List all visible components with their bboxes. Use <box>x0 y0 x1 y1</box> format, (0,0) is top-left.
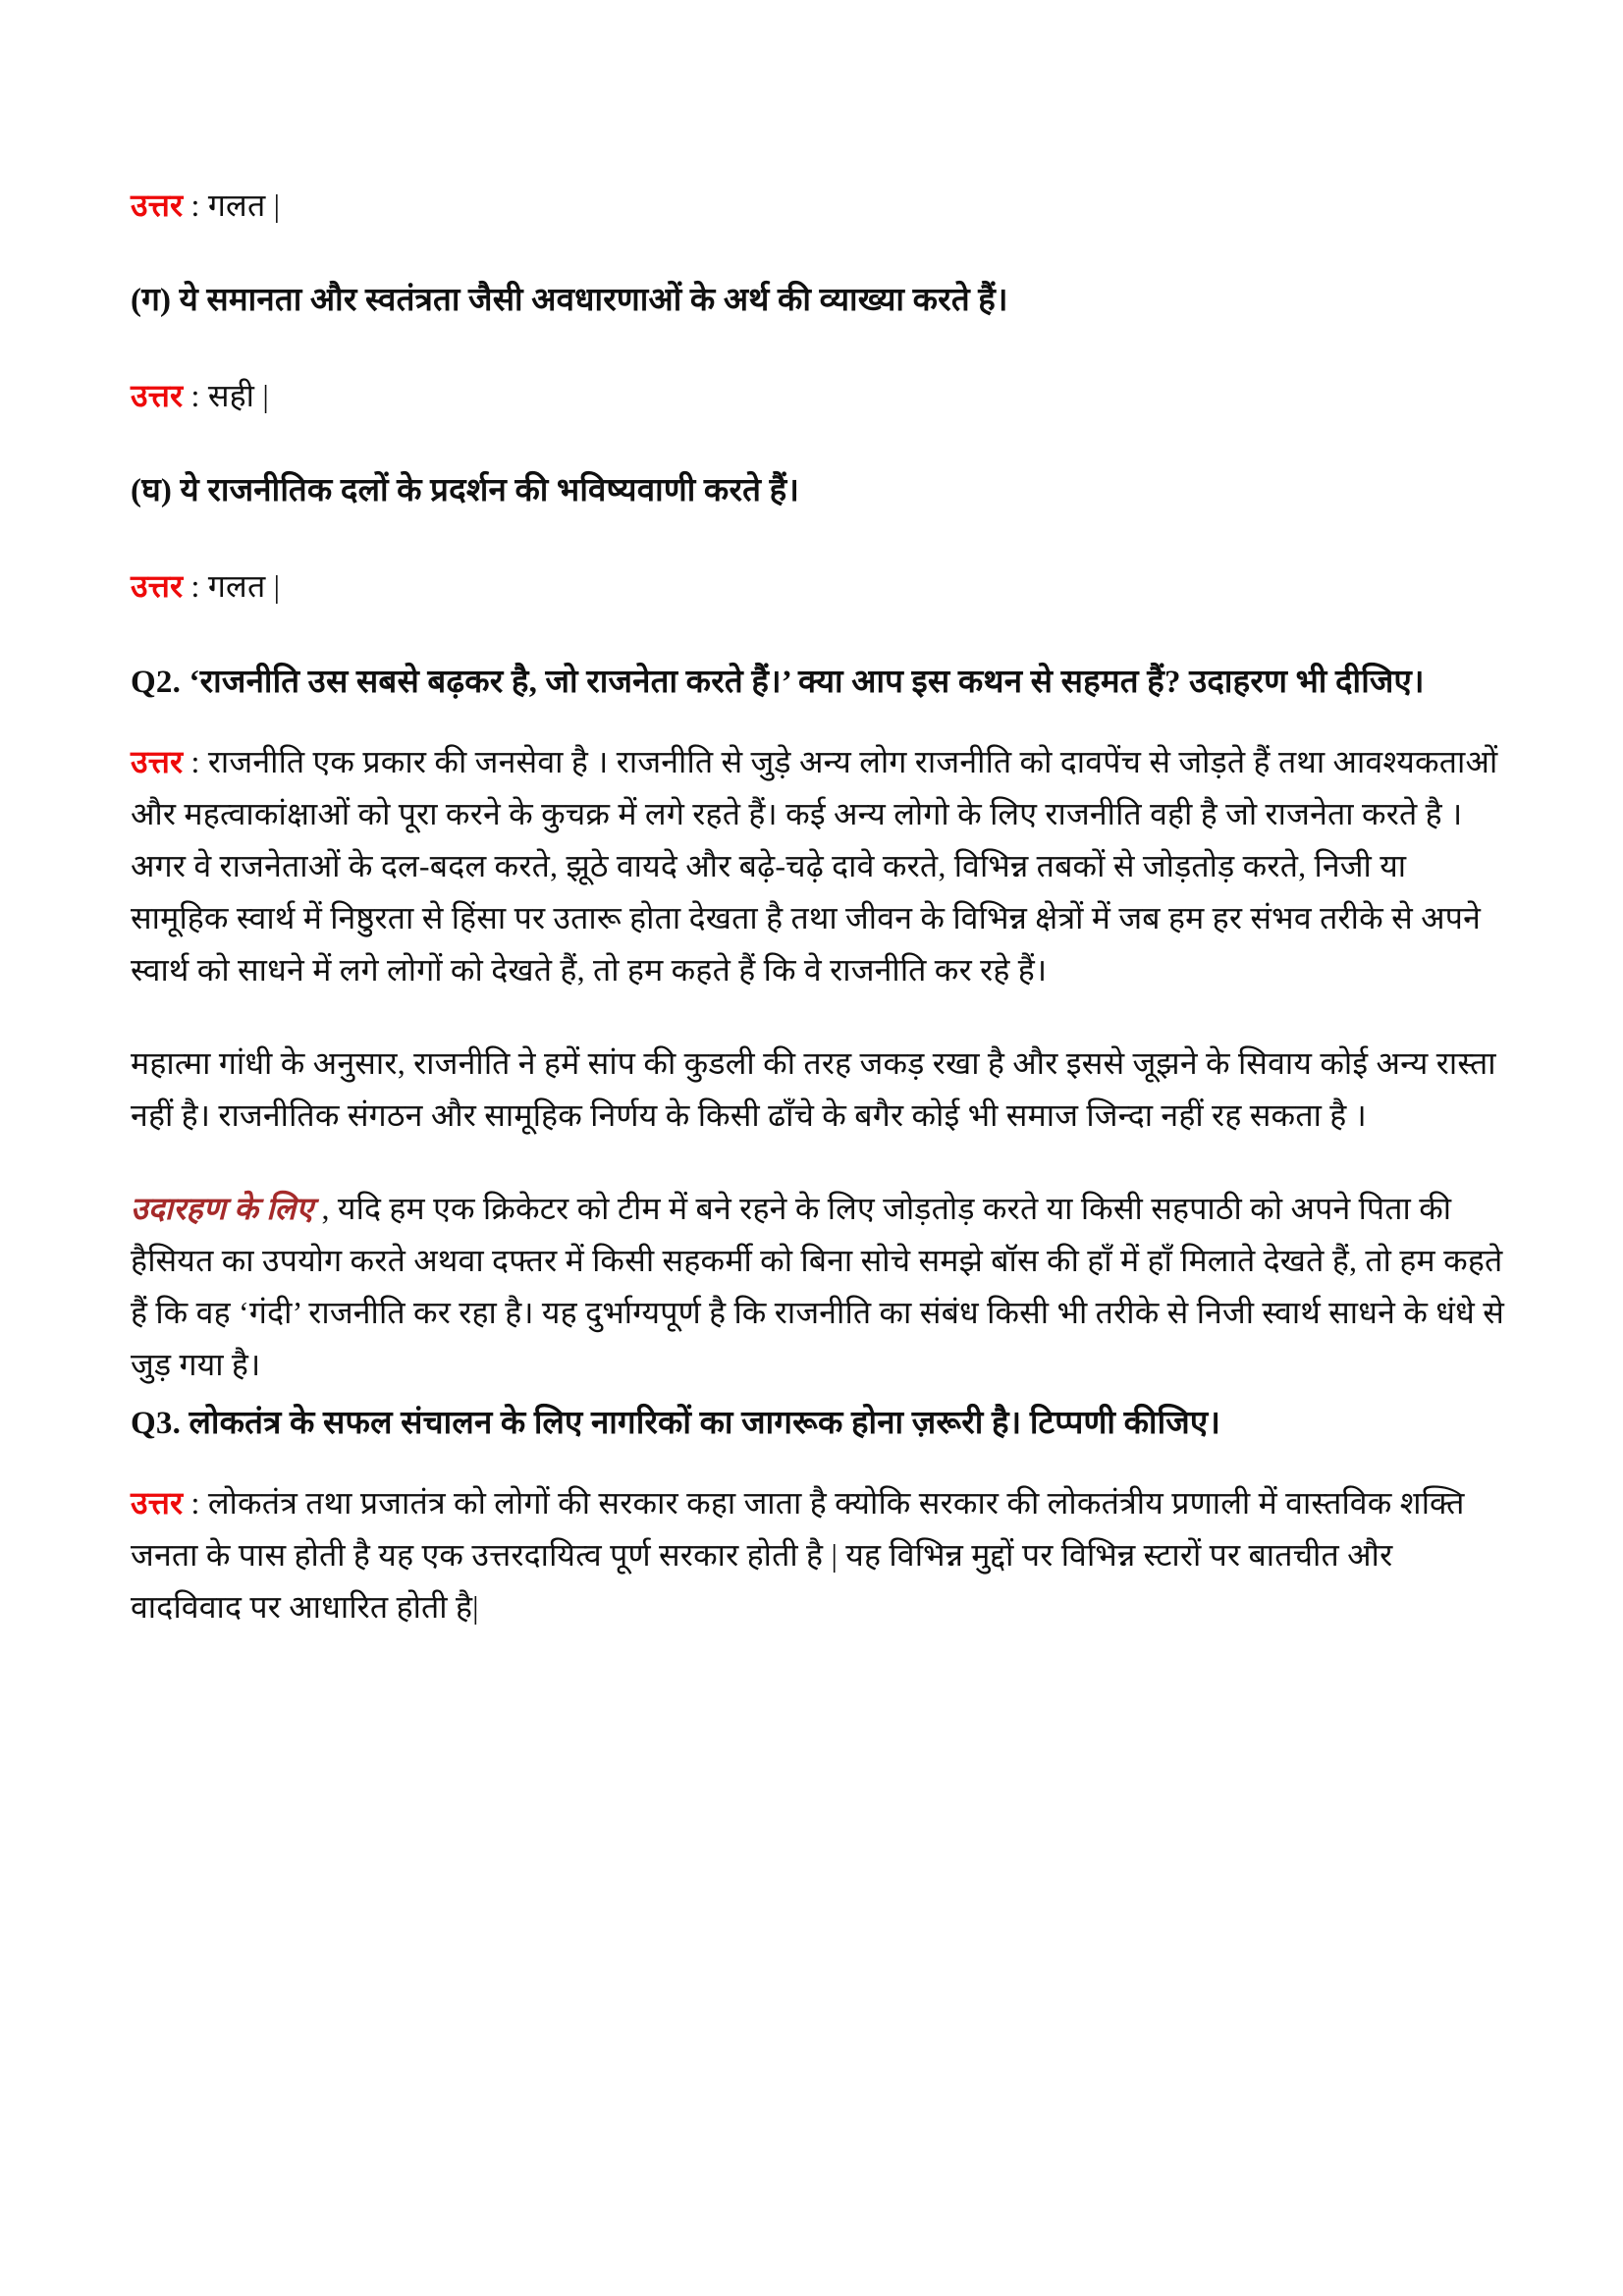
question-q3: Q3. लोकतंत्र के सफल संचालन के लिए नागरिकों का जागरूक होना ज़रूरी है। टिप्पणी कीजिए। <box>131 1406 1221 1441</box>
statement-option-g: (ग) ये समानता और स्वतंत्रता जैसी अवधारणाओं के अर्थ की व्याख्या करते हैं। <box>131 283 1008 318</box>
answer-value: : गलत | <box>183 187 281 223</box>
answer-label: उत्तर <box>131 378 184 413</box>
example-body: , यदि हम एक क्रिकेटर को टीम में बने रहने के लिए जोड़तोड़ करते या किसी सहपाठी को अपने पिता की हैसियत का उपयोग करते अथवा दफ्तर में किसी सहकर्मी को बिना सोचे समझे बॉस की हाँ में हाँ मिलाते देखते हैं, तो हम कहते हैं कि वह ‘गंदी’ राजनीति कर रहा है। यह दुर्भाग्यपूर्ण है कि राजनीति का संबंध किसी भी तरीके से निजी स्वार्थ साधने के धंधे से जुड़ गया है। <box>131 1191 1505 1382</box>
statement-option-gh: (घ) ये राजनीतिक दलों के प्रदर्शन की भविष्यवाणी करते हैं। <box>131 473 800 508</box>
answer-paragraph-q3 <box>131 1477 1510 1633</box>
answer-label: उत्तर <box>131 568 184 604</box>
example-paragraph <box>131 1183 1510 1391</box>
answer-value: : गलत | <box>183 568 281 604</box>
example-lead-label: उदारहण के लिए <box>131 1191 314 1226</box>
answer-label: उत्तर <box>131 744 184 779</box>
answer-line <box>131 180 1510 232</box>
answer-label: उत्तर <box>131 1485 184 1521</box>
answer-line <box>131 370 1510 422</box>
paragraph-gandhi: महात्मा गांधी के अनुसार, राजनीति ने हमें सांप की कुडली की तरह जकड़ रखा है और इससे जूझने के सिवाय कोई अन्य रास्ता नहीं है। राजनीतिक संगठन और सामूहिक निर्णय के किसी ढाँचे के बगैर कोई भी समाज जिन्दा नहीं रह सकता है । <box>131 1045 1496 1133</box>
question-q2: Q2. ‘राजनीति उस सबसे बढ़कर है, जो राजनेता करते हैं।’ क्या आप इस कथन से सहमत हैं? उदाहरण भी दीजिए। <box>131 665 1425 700</box>
answer-body: : राजनीति एक प्रकार की जनसेवा है । राजनीति से जुड़े अन्य लोग राजनीति को दावपेंच से जोड़ते हैं तथा आवश्यकताओं और महत्वाकांक्षाओं को पूरा करने के कुचक्र में लगे रहते हैं। कई अन्य लोगो के लिए राजनीति वही है जो राजनेता करते है । अगर वे राजनेताओं के दल-बदल करते, झूठे वायदे और बढ़े-चढ़े दावे करते, विभिन्न तबकों से जोड़तोड़ करते, निजी या सामूहिक स्वार्थ में निष्ठुरता से हिंसा पर उतारू होता देखता है तथा जीवन के विभिन्न क्षेत्रों में जब हम हर संभव तरीके से अपने स्वार्थ को साधने में लगे लोगों को देखते हैं, तो हम कहते हैं कि वे राजनीति कर रहे हैं। <box>131 744 1498 988</box>
answer-paragraph-q2 <box>131 736 1510 996</box>
answer-body: : लोकतंत्र तथा प्रजातंत्र को लोगों की सरकार कहा जाता है क्योकि सरकार की लोकतंत्रीय प्रणाली में वास्तविक शक्ति जनता के पास होती है यह एक उत्तरदायित्व पूर्ण सरकार होती है | यह विभिन्न मुद्दों पर विभिन्न स्टारों पर बातचीत और वादविवाद पर आधारित होती है| <box>131 1485 1465 1625</box>
answer-line <box>131 561 1510 613</box>
answer-label: उत्तर <box>131 187 184 223</box>
answer-value: : सही | <box>183 378 269 413</box>
